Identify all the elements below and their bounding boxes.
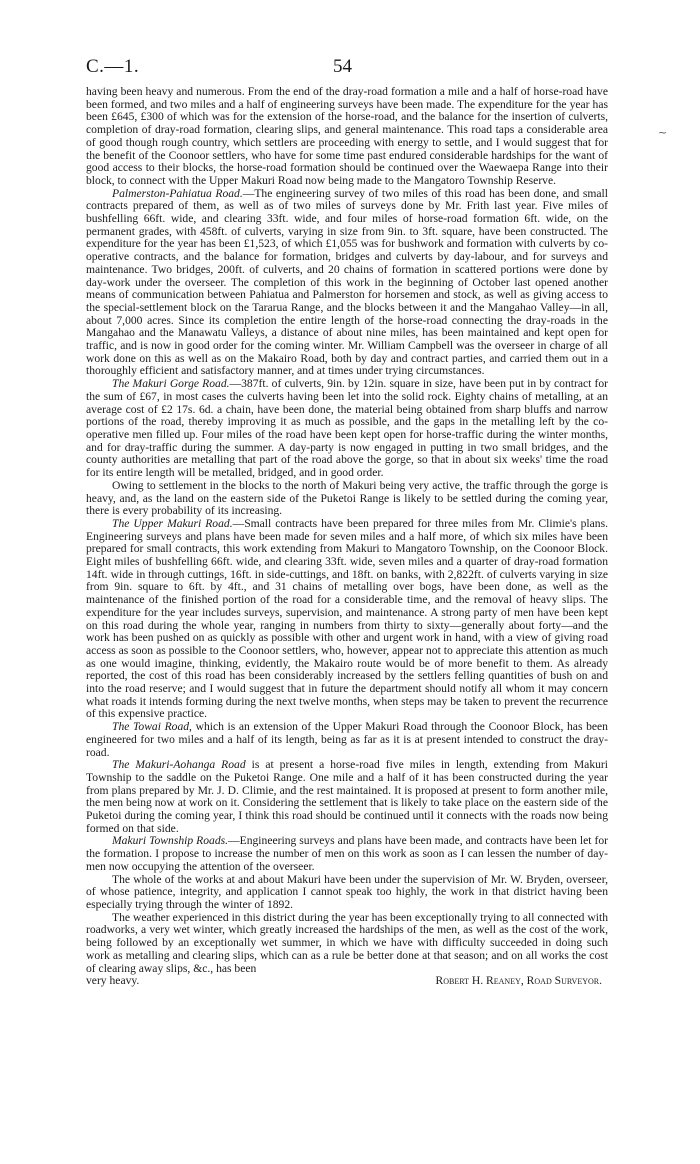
- signature: Robert H. Reaney, Road Surveyor.: [435, 974, 602, 988]
- road-title: Palmerston-Pahiatua Road.: [112, 186, 243, 200]
- paragraph-makuri-gorge: The Makuri Gorge Road.—387ft. of culverts, 9in. by 12in. square in size, have been put in by contract for the sum of £67, in most cases the culverts having been let into the solid rock. Eighty chains of metalling, at an average cost of £2 17s. 6d. a chain, have been done, the material being obtained from sharp bluffs and narrow portions of the road, thereby improving it as much as possible, and the gaps in the metalling left by the co-operative men filled up. Four miles of the road have been kept open for horse-traffic during the winter months, and for dray-traffic during the summer. A day-party is now engaged in putting in two small bridges, and the county authorities are metalling that part of the road above the gorge, so that in about six weeks' time the road for its entire length will be metalled, bridged, and in good order.: [86, 377, 609, 480]
- paragraph-palmerston-pahiatua: Palmerston-Pahiatua Road.—The engineering survey of two miles of this road has been done, and small contracts prepared of them, as well as of two miles of surveys done by Mr. Frith last year. Five miles of bushfelling 66ft. wide, and clearing 33ft. wide, and four miles of horse-road formation 6ft. wide, on the permanent grades, with 458ft. of culverts, varying in size from 9in. to 3ft. square, have been constructed. The expenditure for the year has been £1,523, of which £1,055 was for bushwork and formation with culverts by co-operative contracts, and the balance for formation, bridges and culverts by day-labour, and for surveys and maintenance. Two bridges, 200ft. of culverts, and 20 chains of formation in scattered portions were done by day-work under the overseer. The completion of this work in the beginning of October last opened another means of communication between Pahiatua and Palmerston for horsemen and stock, as well as giving access to the special-settlement block on the Tararua Range, and the blocks between it and the Mangahao Valley—in all, about 7,000 acres. Since its completion the entire length of the horse-road connecting the dray-roads in the Mangahao and the Manawatu Valleys, a distance of about nine miles, has been maintained and kept open for traffic, and is now in good order for the coming winter. Mr. William Campbell was the overseer in charge of all work done on this as well as on the Makairo Road, both by day and contract parties, and carried them out in a thoroughly efficient and satisfactory manner, and at times under trying circumstances.: [86, 186, 608, 378]
- paragraph-makuri-aohanga: The Makuri-Aohanga Road is at present a horse-road five miles in length, extending from Makuri Township to the saddle on the Puketoi Range. One mile and a half of it has been constructed during the year from plans prepared by Mr. J. D. Climie, and the rest maintained. It is proposed at present to form another mile, the men being now at work on it. Considering the settlement that is likely to take place on the eastern side of the Puketoi during the coming year, I think this road should be continued until it connects with the roads now being formed on that side.: [86, 758, 608, 835]
- paragraph-weather: The weather experienced in this district during the year has been exceptionally trying to all connected with roadworks, a very wet winter, which greatly increased the hardships of the men, as well as the cost of the work, being followed by an exceptionally wet summer, in which we have with difficulty succeeded in doing such work as metalling and clearing slips, which can as a rule be better done at that season; and on all works the cost of clearing away slips, &c., has been: [86, 910, 608, 975]
- paragraph-upper-makuri: The Upper Makuri Road.—Small contracts have been prepared for three miles from Mr. Climie's plans. Engineering surveys and plans have been made for seven miles and a half more, of which six miles have been prepared for small contracts, this work extending from Makuri to Mangatoro Township, on the Coonoor Block. Eight miles of bushfelling 66ft. wide, and clearing 33ft. wide, seven miles and a quarter of dray-road formation 14ft. wide in through cuttings, 16ft. in side-cuttings, and 18ft. on banks, with 2,822ft. of culverts varying in size from 9in. square to 6ft. by 4ft., and 31 chains of metalling over bogs, have been done, as well as the maintenance of the finished portion of the road for a considerable time, and the removal of heavy slips. The expenditure for the year includes surveys, supervision, and maintenance. A strong party of men have been kept on this road during the whole year, ranging in numbers from thirty to sixty—generally about forty—and the work has been pushed on as quickly as possible with other and urgent work in hand, with a view of giving road access as soon as possible to the Coonoor settlers, who, however, appear not to appreciate this attention as much as one would imagine, thinking, evidently, the Makairo route would be of more benefit to them. As already reported, the cost of this road has been considerably increased by the settlers felling quantities of bush on and into the road reserve; and I would suggest that in future the department should notify all whom it may concern what roads it intends forming during the next twelve months, when steps may be taken to prevent the recurrence of this expensive practice.: [86, 516, 608, 721]
- paragraph-settlement-traffic: Owing to settlement in the blocks to the north of Makuri being very active, the traffic through the gorge is heavy, and, as the land on the eastern side of the Puketoi Range is likely to be settled during the coming year, there is every probability of its increasing.: [86, 478, 608, 518]
- paragraph-makuri-township: Makuri Township Roads.—Engineering surveys and plans have been made, and contracts have been let for the formation. I propose to increase the number of men on this work as soon as I can lessen the number of day-men now occupying the attention of the overseer.: [86, 834, 608, 873]
- page-number: 54: [333, 56, 352, 77]
- paragraph-supervision: The whole of the works at and about Makuri have been under the supervision of Mr. W. Bryden, overseer, of whose patience, integrity, and application I cannot speak too highly, the work in that district having been especially trying through the winter of 1892.: [86, 872, 608, 911]
- page-header: [86, 56, 608, 86]
- road-title: The Upper Makuri Road.: [112, 516, 233, 530]
- road-title: The Makuri-Aohanga Road: [112, 758, 246, 772]
- paragraph-continuation: having been heavy and numerous. From the end of the dray-road formation a mile and a half of horse-road have been formed, and two miles and a half of engineering surveys have been made. The expenditure for the year has been £645, £300 of which was for the extension of the horse-road, and the balance for the insertion of culverts, completion of dray-road formation, clearing slips, and general maintenance. This road taps a considerable area of good though rough country, which settlers are proceeding with energy to settle, and I would suggest that for the benefit of the Coonoor settlers, who have for some time past endured considerable hardships for the want of good access to their blocks, the horse-road formation should be continued over the Waewaepa Range into their block, to connect with the Upper Makuri Road now being made to the Mangatoro Township Reserve.: [86, 85, 608, 187]
- report-body: [86, 86, 608, 988]
- closing-text: very heavy.: [86, 974, 140, 988]
- document-reference: C.—1.: [86, 56, 140, 77]
- closing-line: [86, 975, 608, 988]
- paragraph-towai: The Towai Road, which is an extension of the Upper Makuri Road through the Coonoor Block, has been engineered for two miles and a half of its length, being as far as it is at present intended to construct the dray-road.: [86, 720, 608, 759]
- road-title: The Makuri Gorge Road.: [112, 377, 230, 391]
- road-title: Makuri Township Roads.: [112, 834, 229, 848]
- road-title: The Towai Road,: [112, 720, 192, 734]
- margin-mark: ~: [658, 126, 668, 139]
